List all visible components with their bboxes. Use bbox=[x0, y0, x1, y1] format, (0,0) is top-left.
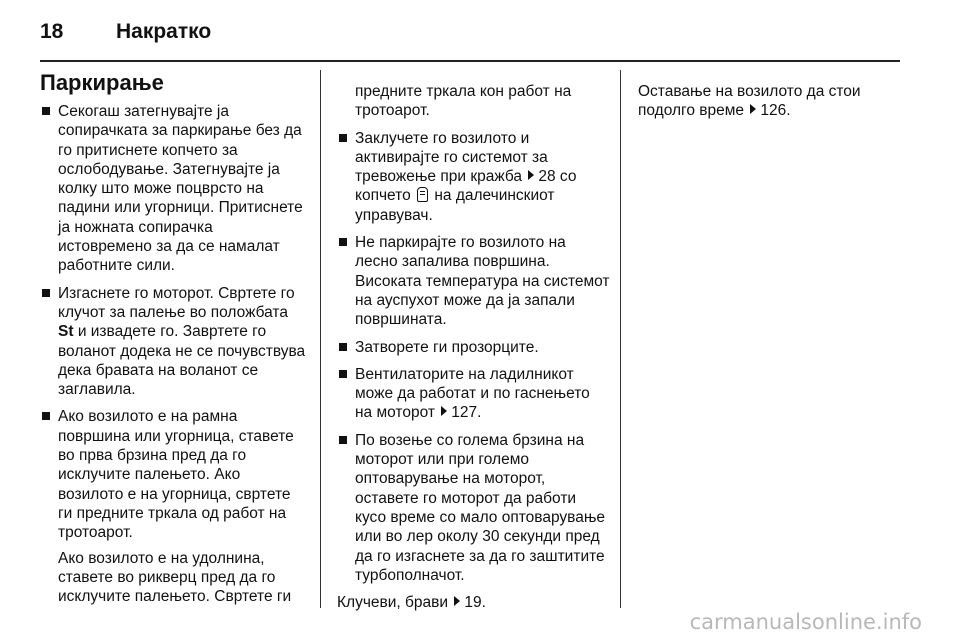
watermark: carmanualsonline.info bbox=[689, 610, 922, 634]
list-item bbox=[337, 431, 610, 585]
bullet-icon bbox=[339, 436, 347, 444]
header-divider bbox=[40, 60, 900, 62]
list-item bbox=[337, 338, 610, 357]
page-ref-link[interactable]: 28 bbox=[538, 168, 556, 186]
list-item bbox=[337, 233, 610, 329]
list-item bbox=[337, 365, 610, 423]
list-item bbox=[40, 102, 306, 276]
bullet-icon bbox=[42, 107, 50, 115]
chapter-title: Накратко bbox=[116, 20, 212, 43]
text: Заклучете го возилото и активирајте го системот за тревожење при кражба bbox=[355, 129, 548, 186]
text: Клучеви, брави bbox=[337, 594, 449, 612]
paragraph: Ако возилото е на рамна површина или угорница, ставете во прва брзина пред да го исклучите палењето. Ако возилото е на угорница, свртете ги предните тркала од работ на тротоарот. bbox=[58, 408, 294, 542]
list-item bbox=[40, 284, 306, 400]
page-ref-link[interactable]: 19. bbox=[464, 594, 486, 612]
lock-button-icon bbox=[417, 187, 428, 202]
column-3 bbox=[638, 82, 908, 121]
column-divider bbox=[620, 70, 621, 608]
page-number: 18 bbox=[40, 20, 64, 43]
paragraph: Затворете ги прозорците. bbox=[355, 338, 539, 356]
text: и извадете го. Завртете го воланот додека не се почувствува дека бравата на воланот се заглавила. bbox=[58, 323, 306, 399]
arrow-ref-icon bbox=[441, 406, 447, 416]
text: на далечинскиот управувач. bbox=[355, 187, 555, 224]
cross-reference bbox=[337, 593, 610, 612]
section-title: Паркирање bbox=[40, 70, 164, 95]
continuation-text bbox=[337, 82, 610, 121]
bullet-icon bbox=[339, 238, 347, 246]
column-1 bbox=[40, 70, 306, 614]
arrow-ref-icon bbox=[454, 596, 460, 606]
cross-reference bbox=[638, 82, 908, 121]
column-divider bbox=[320, 70, 321, 608]
list-item bbox=[337, 129, 610, 225]
bullet-icon bbox=[42, 289, 50, 297]
column-2 bbox=[337, 82, 610, 612]
text: Вентилаторите на ладилникот може да работат и по гаснењето на моторот bbox=[355, 365, 590, 422]
paragraph bbox=[58, 284, 306, 400]
page-ref-link[interactable]: 126. bbox=[760, 102, 791, 120]
paragraph: Секогаш затегнувајте ја сопирачката за паркирање без да го притиснете копчето за ослободување. Затегнувајте ја колку што може поцврсто на падини или угорници. Притиснете ја ножната сопирачка истовремено за да се намалат работните сили. bbox=[58, 103, 303, 275]
bullet-icon bbox=[42, 412, 50, 420]
page-ref-link[interactable]: 127. bbox=[451, 404, 482, 422]
ignition-position: St bbox=[58, 323, 74, 341]
text: со копчето bbox=[355, 168, 577, 205]
paragraph: Не паркирајте го возилото на лесно запалива површина. Високата температура на системот на ауспухот може да ја запали површината. bbox=[355, 234, 610, 329]
paragraph bbox=[355, 129, 610, 225]
bullet-icon bbox=[339, 134, 347, 142]
paragraph bbox=[355, 365, 610, 423]
arrow-ref-icon bbox=[750, 104, 756, 114]
arrow-ref-icon bbox=[528, 170, 534, 180]
bullet-icon bbox=[339, 343, 347, 351]
bullet-icon bbox=[339, 370, 347, 378]
paragraph: предните тркала кон работ на тротоарот. bbox=[355, 83, 572, 120]
paragraph: По возење со голема брзина на моторот или при големо оптоварување на моторот, оставете го моторот да работи кусо време со мало оптоварување или во лер околу 30 секунди пред да го изгаснете за да го заштитите турбополначот. bbox=[355, 431, 606, 584]
paragraph: Ако возилото е на удолнина, ставете во рикверц пред да го исклучите палењето. Свртете ги bbox=[58, 549, 292, 606]
list-item bbox=[40, 407, 306, 606]
text: Оставање на возилото да стои подолго време bbox=[638, 83, 861, 120]
page-header bbox=[40, 14, 920, 54]
text: Изгаснете го моторот. Свртете го клучот за палење во положбата bbox=[58, 284, 295, 321]
